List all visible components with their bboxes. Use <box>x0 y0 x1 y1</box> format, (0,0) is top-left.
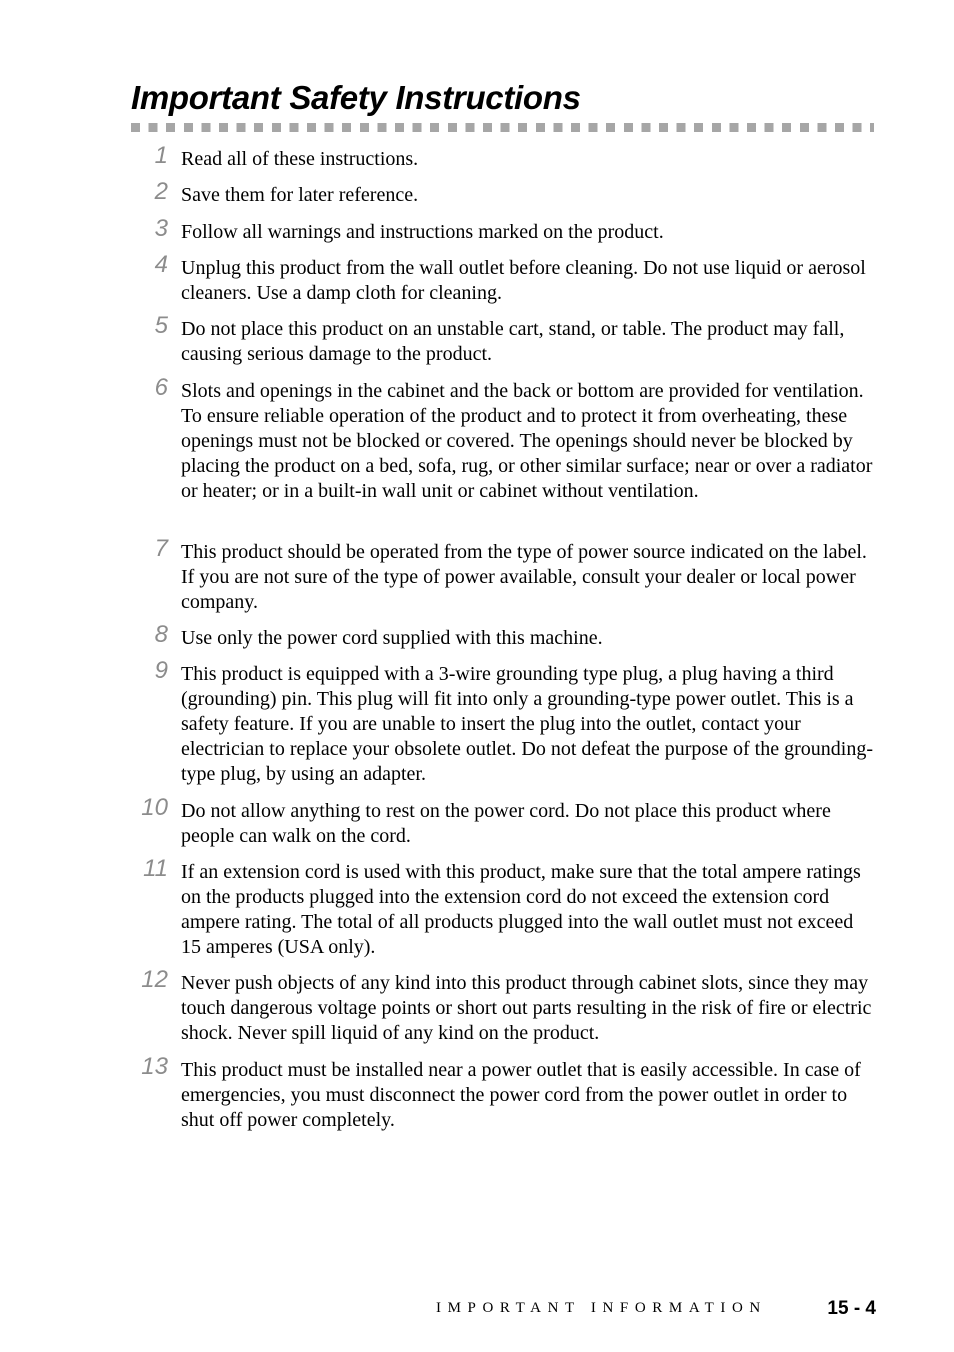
instruction-text: This product must be installed near a power outlet that is easily accessible. In case of emergencies, you must disconnect the power cord from the power outlet in order to shut off power completely. <box>181 1059 861 1131</box>
instruction-number: 5 <box>154 312 168 339</box>
instruction-text: Follow all warnings and instructions marked on the product. <box>181 221 664 243</box>
instruction-number: 12 <box>141 966 168 993</box>
instruction-text: If an extension cord is used with this product, make sure that the total ampere ratings on the products plugged into the extension cord do not exceed the extension cord ampere rating. The total of all products plugged into the wall outlet must not exceed 15 amperes (USA only). <box>181 861 861 958</box>
instruction-text: Read all of these instructions. <box>181 148 419 170</box>
instruction-number: 1 <box>154 142 168 169</box>
instruction-text: This product should be operated from the type of power source indicated on the label. If you are not sure of the type of power available, consult your dealer or local power company. <box>181 541 867 613</box>
instruction-number: 11 <box>143 855 168 882</box>
instruction-number: 8 <box>154 621 168 648</box>
instruction-number: 10 <box>141 794 168 821</box>
instruction-number: 3 <box>154 215 168 242</box>
instruction-text: Never push objects of any kind into this product through cabinet slots, since they may touch dangerous voltage points or short out parts resulting in the risk of fire or electric shock. Never spill liquid of any kind on the product. <box>181 972 872 1044</box>
instruction-text: Unplug this product from the wall outlet before cleaning. Do not use liquid or aerosol cleaners. Use a damp cloth for cleaning. <box>181 257 866 304</box>
footer-page-number: 15 - 4 <box>827 1298 876 1319</box>
instruction-text: Save them for later reference. <box>181 184 419 206</box>
instruction-number: 2 <box>154 178 168 205</box>
instruction-text: Do not place this product on an unstable cart, stand, or table. The product may fall, causing serious damage to the product. <box>181 318 845 365</box>
title-dotted-rule <box>131 123 874 132</box>
instruction-text: Do not allow anything to rest on the power cord. Do not place this product where people can walk on the cord. <box>181 800 831 847</box>
instruction-number: 6 <box>154 374 168 401</box>
instruction-number: 13 <box>141 1053 168 1080</box>
instruction-number: 4 <box>154 251 168 278</box>
instruction-text: This product is equipped with a 3-wire grounding type plug, a plug having a third (grounding) pin. This plug will fit into only a grounding-type power outlet. This is a safety feature. If you are unable to insert the plug into the outlet, contact your electrician to replace your obsolete outlet. Do not defeat the purpose of the grounding-type plug, by using an adapter. <box>181 663 873 785</box>
footer-section-label: IMPORTANT INFORMATION <box>436 1300 767 1316</box>
instruction-number: 9 <box>154 657 168 684</box>
page-title: Important Safety Instructions <box>131 79 581 116</box>
instruction-number: 7 <box>154 535 168 562</box>
instruction-text: Slots and openings in the cabinet and the back or bottom are provided for ventilation. To ensure reliable operation of the product and to protect it from overheating, these openings must not be blocked or covered. The openings should never be blocked by placing the product on a bed, sofa, rug, or other similar surface; near or over a radiator or heater; or in a built-in wall unit or cabinet without ventilation. <box>181 380 873 502</box>
instruction-text: Use only the power cord supplied with this machine. <box>181 627 603 649</box>
